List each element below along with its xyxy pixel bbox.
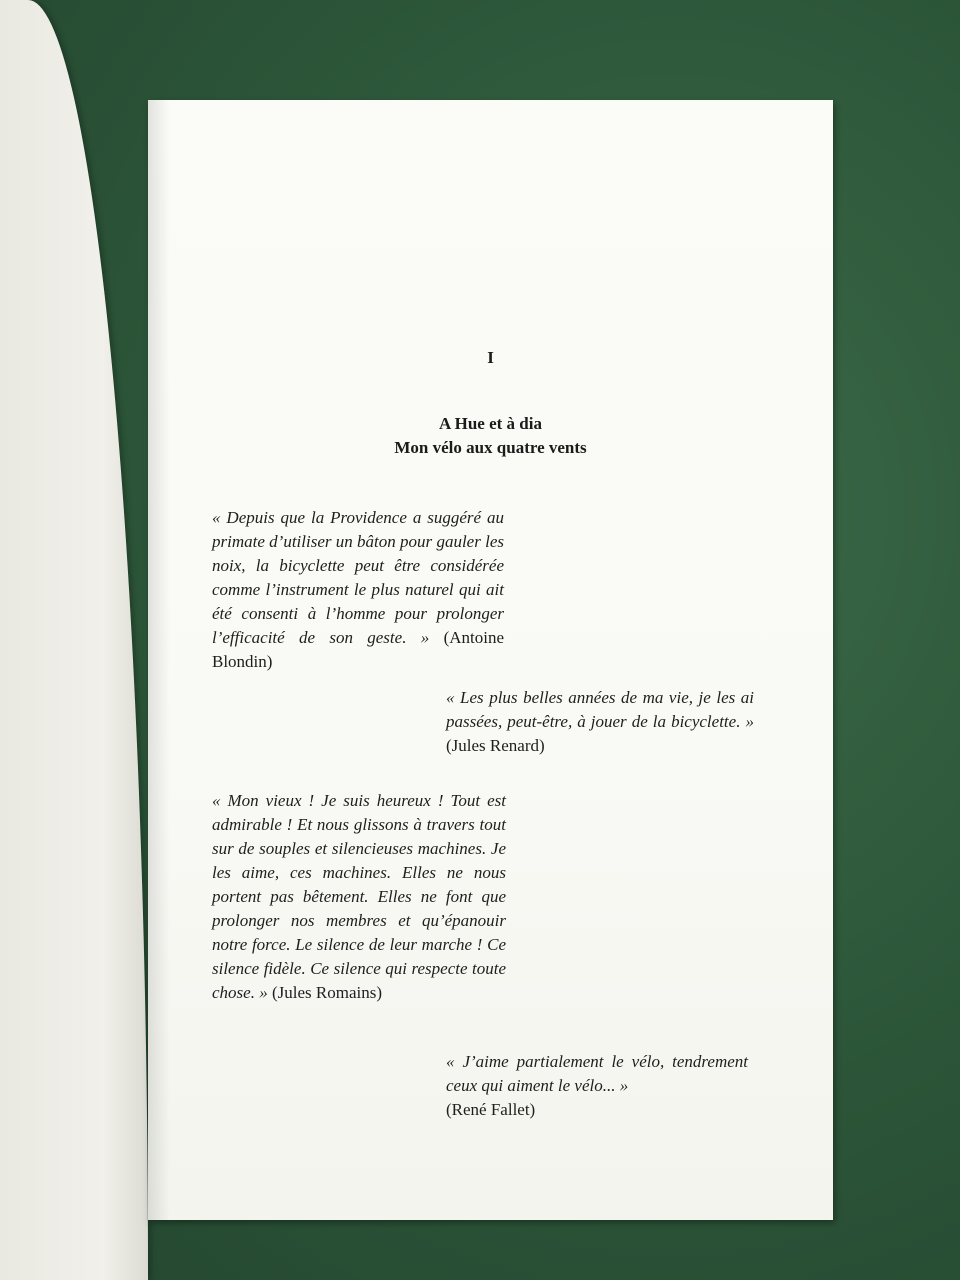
chapter-number: I xyxy=(487,348,494,367)
quote-text: « Mon vieux ! Je suis heureux ! Tout est admirable ! Et nous glissons à travers tout sur de souples et silencieuses machines. Je les aime, ces machines. Elles ne nous portent pas bêtement. Elles ne font que prolonger nos membres et qu’épanouir notre force. Le silence de leur marche ! Ce silence fidèle. Ce silence qui respecte toute chose. » xyxy=(212,791,506,1002)
chapter-title-line-1: A Hue et à dia xyxy=(439,414,542,433)
chapter-title xyxy=(148,412,833,460)
quote-author: (René Fallet) xyxy=(446,1100,536,1119)
quote-text: « J’aime partialement le vélo, tendrement ceux qui aiment le vélo... » xyxy=(446,1052,748,1095)
quote-jules-renard xyxy=(446,686,754,758)
quote-jules-romains xyxy=(212,789,506,1005)
gutter-shadow xyxy=(148,100,170,1220)
book-page xyxy=(148,100,833,1220)
quote-author: (Jules Renard) xyxy=(446,736,545,755)
quote-antoine-blondin xyxy=(212,506,504,674)
chapter-title-line-2: Mon vélo aux quatre vents xyxy=(394,438,587,457)
quote-text: « Depuis que la Providence a suggéré au primate d’utiliser un bâton pour gauler les noix, la bicyclette peut être considérée comme l’instrument le plus naturel qui ait été consenti à l’homme pour prolonger l’efficacité de son geste. » xyxy=(212,508,504,647)
quote-text: « Les plus belles années de ma vie, je les ai passées, peut-être, à jouer de la bicyclette. » xyxy=(446,688,754,731)
quote-rene-fallet xyxy=(446,1050,748,1122)
quote-author: (Jules Romains) xyxy=(271,983,382,1002)
quote-author: (Antoine Blondin) xyxy=(212,628,504,671)
